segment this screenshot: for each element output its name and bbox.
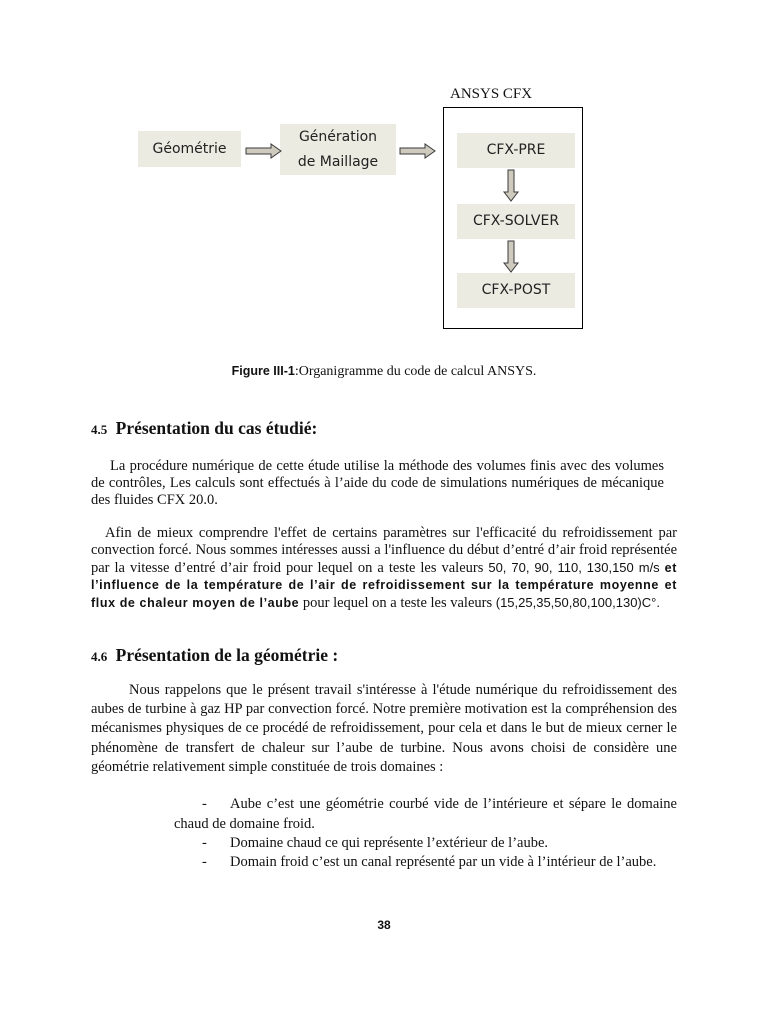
- section-title: Présentation du cas étudié:: [115, 418, 318, 438]
- section-number: 4.6: [91, 649, 108, 664]
- cfx-post-box: CFX-POST: [457, 273, 575, 308]
- arrow-right-icon: [246, 144, 282, 158]
- arrow-down-icon: [504, 241, 518, 273]
- ansys-cfx-label: ANSYS CFX: [450, 86, 533, 102]
- list-item-text: Aube c’est une géométrie courbé vide de l’intérieure et sépare le domaine chaud de domaine froid.: [174, 796, 677, 832]
- figure-label: Figure III-1: [231, 364, 295, 378]
- figure-caption: [0, 364, 768, 380]
- list-dash: -: [202, 796, 207, 812]
- para2-text-bold: et l’influence de la température de l’air de refroidissement sur la température moyenne et flux de chaleur moyen de l’aube: [91, 561, 677, 610]
- para2-temperature-values: (15,25,35,50,80,100,130)C°.: [495, 595, 660, 610]
- arrow-down-icon: [504, 170, 518, 202]
- cfx-solver-box: CFX-SOLVER: [457, 204, 575, 239]
- para2-text-d: pour lequel on a teste les valeurs: [302, 595, 493, 611]
- list-dash: -: [202, 835, 207, 851]
- list-dash: -: [202, 854, 207, 870]
- list-item: [174, 853, 677, 873]
- cfx-pre-box: CFX-PRE: [457, 133, 575, 168]
- arrow-right-icon: [400, 144, 436, 158]
- generation-line2: de Maillage: [297, 153, 379, 170]
- page-number: 38: [377, 918, 391, 932]
- list-item: [174, 834, 677, 854]
- list-item-text: Domaine chaud ce qui représente l’extérieur de l’aube.: [230, 835, 549, 851]
- figure-caption-text: :Organigramme du code de calcul ANSYS.: [294, 364, 537, 379]
- section-heading-4-5: [91, 418, 317, 439]
- generation-line1: Génération: [298, 128, 378, 145]
- para2-velocity-values: 50, 70, 90, 110, 130,150 m/s: [488, 560, 660, 575]
- list-item: [174, 795, 677, 834]
- para2-text-a: Afin de mieux comprendre l'effet de certains paramètres sur l'efficacité du refroidissement par convection forcé. Nous sommes intéresses aussi a l'influence du début d’entré d’air froid représentée par la vitesse d’entré d’air froid pour lequel on a teste les valeurs: [91, 525, 677, 576]
- flow-diagram: [0, 0, 768, 340]
- list-item-text: Domain froid c’est un canal représenté par un vide à l’intérieur de l’aube.: [230, 854, 657, 870]
- section-heading-4-6: [91, 645, 338, 666]
- section-title: Présentation de la géométrie :: [115, 645, 339, 665]
- paragraph-parametres: [91, 525, 677, 612]
- generation-maillage-box: [280, 124, 396, 175]
- paragraph-geometrie: Nous rappelons que le présent travail s'intéresse à l'étude numérique du refroidissement des aubes de turbine à gaz HP par convection forcé. Notre première motivation est la compréhension des mécanismes physiques de ce procédé de refroidissement, pour cela et dans le but de mieux cerner le phénomène de transfert de chaleur sur l’aube de turbine. Nous avons choisi de considère une géométrie relativement simple constituée de trois domaines :: [91, 682, 677, 775]
- geometrie-box: Géométrie: [138, 131, 241, 167]
- paragraph-procedure: La procédure numérique de cette étude utilise la méthode des volumes finis avec des volumes de contrôles, Les calculs sont effectués à l’aide du code de simulations numériques de mécanique des fluides CFX 20.0.: [91, 458, 664, 508]
- section-number: 4.5: [91, 422, 108, 437]
